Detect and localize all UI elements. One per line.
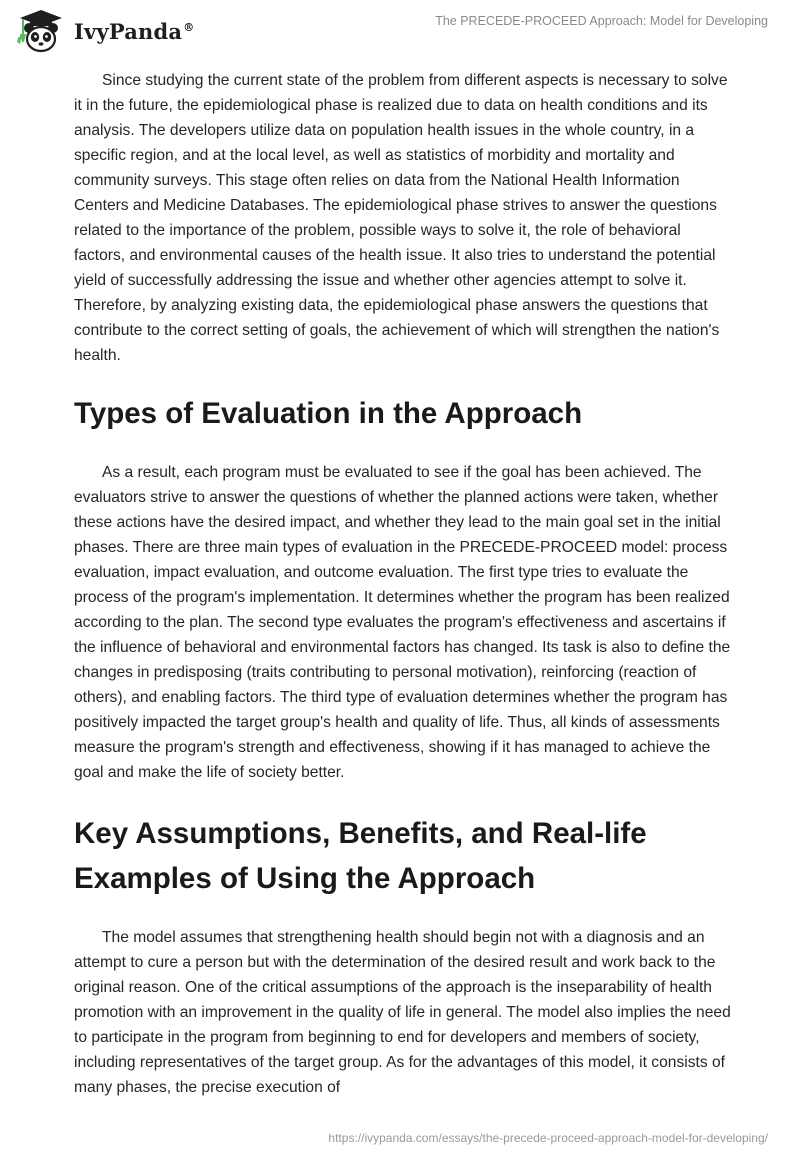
panda-graduate-icon xyxy=(14,8,66,54)
essay-body xyxy=(74,68,734,1100)
source-url[interactable]: https://ivypanda.com/essays/the-precede-proceed-approach-model-for-developing/ xyxy=(328,1131,768,1145)
section-heading: Types of Evaluation in the Approach xyxy=(74,397,583,430)
section-heading: Key Assumptions, Benefits, and Real-life Examples of Using the Approach xyxy=(74,817,647,895)
document-title: The PRECEDE-PROCEED Approach: Model for Developing xyxy=(435,14,768,28)
paragraph: As a result, each program must be evaluated to see if the goal has been achieved. The evaluators strive to answer the questions of whether the planned actions were taken, whether these actions have the desired impact, and whether they lead to the main goal set in the initial phases. There are three main types of evaluation in the PRECEDE-PROCEED model: process evaluation, impact evaluation, and outcome evaluation. The first type tries to evaluate the process of the program's implementation. It determines whether the program has been realized according to the plan. The second type evaluates the program's effectiveness and ascertains if the influence of behavioral and environmental factors has changed. Its task is also to define the changes in predisposing (traits contributing to personal motivation), reinforcing (reaction of others), and enabling factors. The third type of evaluation determines whether the program has positively impacted the target group's health and quality of life. Thus, all kinds of assessments measure the program's strength and effectiveness, showing if it has managed to achieve the goal and make the life of society better. xyxy=(74,464,731,781)
ivypanda-logo[interactable] xyxy=(14,8,214,54)
paragraph: Since studying the current state of the problem from different aspects is necessary to solve it in the future, the epidemiological phase is realized due to data on health conditions and its analysis. The developers utilize data on population health issues in the whole country, in a specific region, and at the local level, as well as statistics of morbidity and mortality and community surveys. This stage often relies on data from the National Health Information Centers and Medicine Databases. The epidemiological phase strives to answer the questions related to the importance of the problem, possible ways to solve it, the role of behavioral factors, and environmental causes of the health issue. It also tries to understand the potential yield of successfully addressing the issue and whether other agencies attempt to solve it. Therefore, by analyzing existing data, the epidemiological phase answers the questions that contribute to the correct setting of goals, the achievement of which will strengthen the nation's health. xyxy=(74,72,728,364)
page-header xyxy=(0,0,800,60)
paragraph: The model assumes that strengthening health should begin not with a diagnosis and an attempt to cure a person but with the determination of the desired result and work back to the original reason. One of the critical assumptions of the approach is the inseparability of health promotion with an improvement in the quality of life in general. The model also implies the need to participate in the program from beginning to end for developers and members of society, including representatives of the target group. As for the advantages of this model, it consists of many phases, the precise execution of xyxy=(74,929,731,1096)
logo-text: IvyPanda® xyxy=(74,19,195,44)
